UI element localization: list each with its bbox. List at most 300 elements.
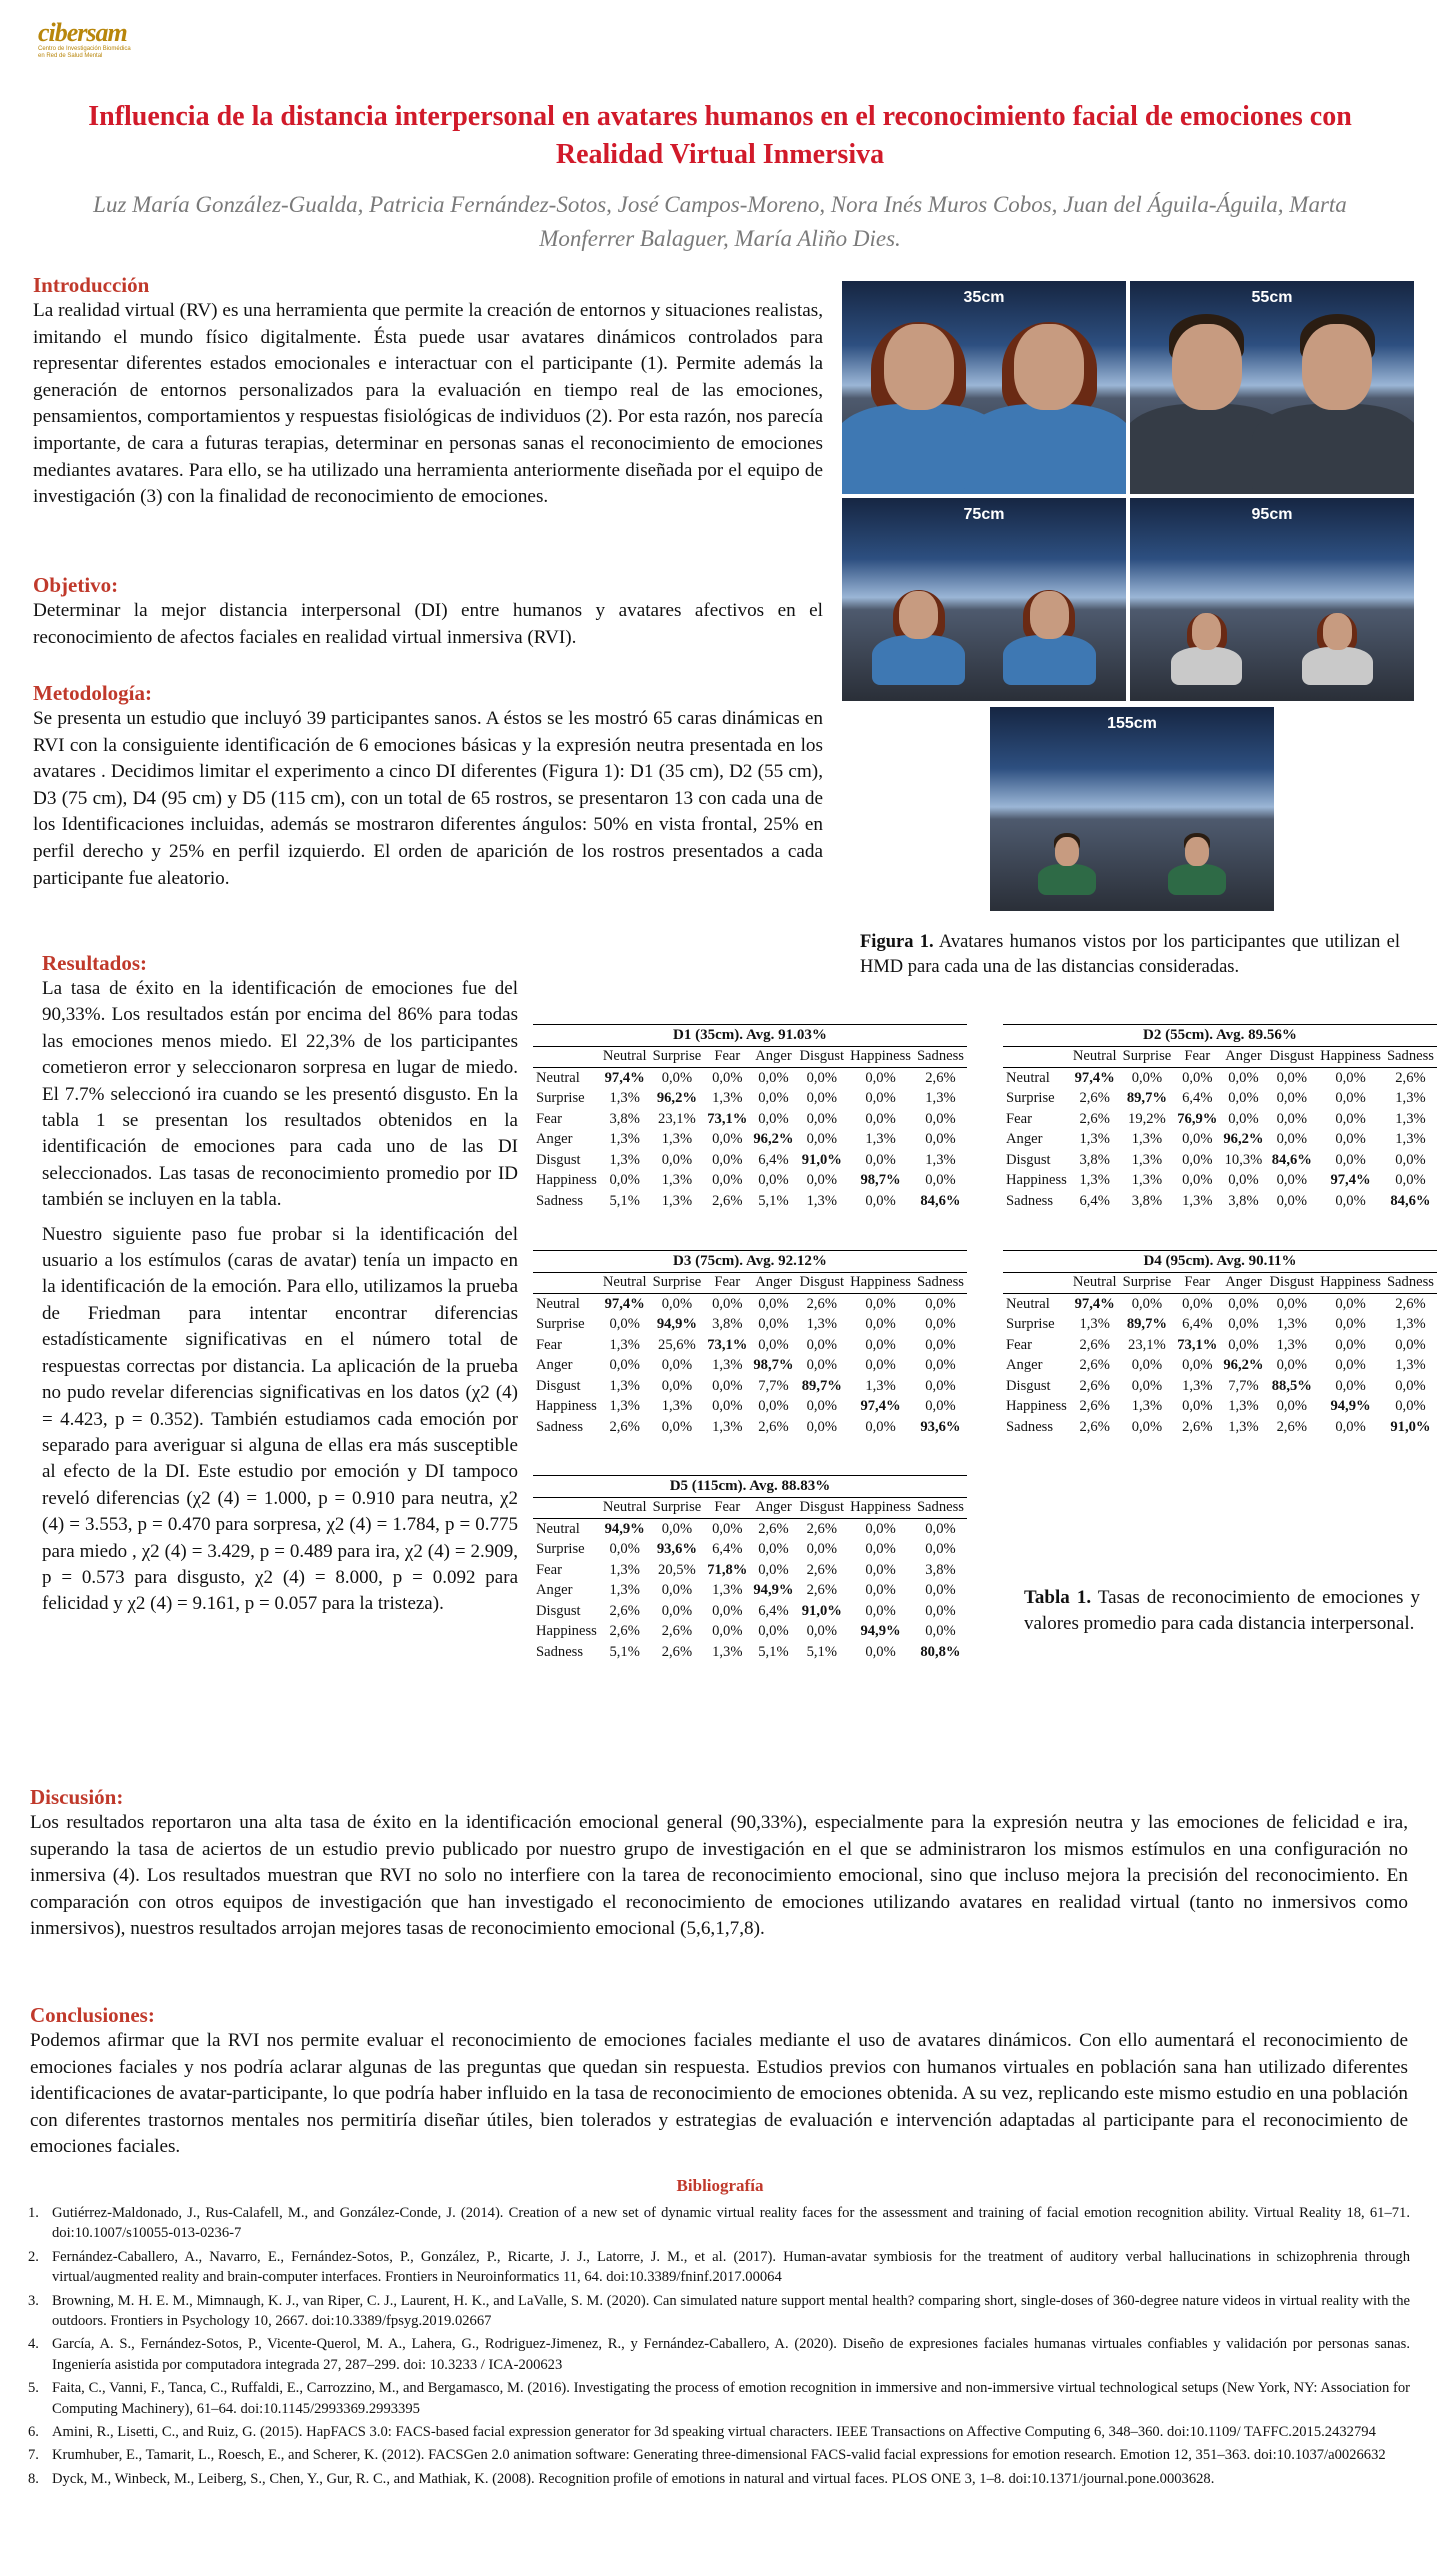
table-d1 (533, 1024, 967, 1212)
table-cell: 6,4% (758, 1151, 789, 1168)
table-cell: 1,3% (1131, 1151, 1163, 1168)
table-cell-correct: 94,9% (604, 1520, 645, 1537)
table-cell: 5,1% (758, 1192, 789, 1209)
table-cell-correct: 84,6% (920, 1192, 961, 1209)
table-caption-text: Tasas de reconocimiento de emociones y valores promedio para cada distancia interpersonal. (1024, 1587, 1420, 1634)
poster-title: Influencia de la distancia interpersonal en avatares humanos en el reconocimiento facial de emociones con Realidad Virtual Inmersiva (88, 101, 1352, 170)
table-cell: 0,0% (758, 1398, 789, 1415)
reference-item (28, 2291, 1410, 2332)
table-cell: 0,0% (1395, 1377, 1426, 1394)
cibersam-logo (38, 20, 133, 72)
reference-text: García, A. S., Fernández-Sotos, P., Vicente-Querol, M. A., Lahera, G., Rodriguez-Jimenez, R., y Fernández-Caballero, A. (2020). Diseño de expresiones faciales humanas virtuales confiables y validación por personas sanas. Ingeniería asistida por computadora integrada 27, 287–299. doi: 10.3233 / ICA-200623 (52, 2336, 1410, 2373)
table-cell-correct: 73,1% (1177, 1336, 1218, 1353)
table-cell: 2,6% (609, 1418, 640, 1435)
table-cell: 0,0% (1182, 1069, 1213, 1086)
table-cell: 2,6% (758, 1520, 789, 1537)
table-row-label: Surprise (536, 1316, 585, 1333)
table-cell: 6,4% (758, 1602, 789, 1619)
table-cell: 0,0% (865, 1151, 896, 1168)
table-cell: 0,0% (712, 1520, 743, 1537)
table-cell: 0,0% (925, 1377, 956, 1394)
table-row (533, 1417, 967, 1438)
results-table (533, 1250, 967, 1438)
table-column-header: Disgust (1267, 1272, 1318, 1294)
table-cell: 0,0% (609, 1357, 640, 1374)
table-column-header: Neutral (600, 1497, 650, 1519)
table-block-title: D3 (75cm). Avg. 92.12% (533, 1251, 967, 1273)
table-cell: 0,0% (925, 1131, 956, 1148)
table-cell: 0,0% (925, 1316, 956, 1333)
table-cell: 0,0% (1228, 1316, 1259, 1333)
table-cell-correct: 89,7% (801, 1377, 842, 1394)
table-corner-cell (533, 1046, 600, 1068)
table-row-label: Disgust (536, 1377, 581, 1394)
table-row-label: Surprise (1006, 1316, 1055, 1333)
table-cell: 1,3% (661, 1172, 693, 1189)
table-cell: 0,0% (865, 1192, 896, 1209)
table-caption-label: Tabla 1. (1024, 1587, 1092, 1608)
table-row (1003, 1335, 1437, 1356)
avatar-figure (964, 322, 1126, 494)
table-cell: 0,0% (1335, 1151, 1366, 1168)
table-row-label: Disgust (1006, 1151, 1051, 1168)
table-cell: 1,3% (609, 1582, 640, 1599)
table-cell-correct: 98,7% (860, 1172, 901, 1189)
table-cell: 1,3% (806, 1316, 838, 1333)
table-cell: 0,0% (1335, 1316, 1366, 1333)
table-cell: 1,3% (1395, 1357, 1426, 1374)
table-cell: 0,0% (1395, 1172, 1426, 1189)
table-cell: 2,6% (1395, 1295, 1426, 1312)
reference-item (28, 2469, 1410, 2489)
table-cell: 2,6% (661, 1643, 693, 1660)
table-cell: 1,3% (1395, 1131, 1426, 1148)
figure-caption-label: Figura 1. (860, 932, 934, 952)
table-row (1003, 1315, 1437, 1336)
table-column-header: Surprise (650, 1497, 705, 1519)
table-cell-correct: 73,1% (707, 1336, 748, 1353)
conclusions-text: Podemos afirmar que la RVI nos permite evaluar el reconocimiento de emociones faciales mediante el uso de avatares dinámicos. Con ello aumentará el reconocimiento de emociones faciales y nos podría aclarar algunas de las preguntas que quedan sin respuesta. Estudios previos con humanos virtuales en población sana han utilizado diferentes identificaciones de avatar-participante, lo que podría haber influido en la tasa de reconocimiento de emociones obtenida. A su vez, replicando este mismo estudio en una población con diferentes trastornos mentales nos permitiría diseñar útiles, bien tolerados y estrategias de evaluación e intervención adaptadas al participante para el reconocimiento de emociones faciales. (30, 2030, 1408, 2158)
table-row-label: Happiness (1006, 1172, 1067, 1189)
logo-subtitle: Centro de Investigación Biomédica en Red de Salud Mental (38, 46, 131, 59)
table-cell: 1,3% (712, 1090, 743, 1107)
table-cell: 0,0% (609, 1316, 640, 1333)
table-cell: 0,0% (865, 1520, 896, 1537)
reference-text: Amini, R., Lisetti, C., and Ruiz, G. (2015). HapFACS 3.0: FACS-based facial expression generator for 3d speaking virtual characters. IEEE Transactions on Affective Computing 6, 348–360. doi:10.1109/ TAFFC.2015.2432794 (52, 2424, 1376, 2441)
table-cell: 0,0% (712, 1602, 743, 1619)
table-cell: 0,0% (661, 1520, 693, 1537)
avatar-figure (1038, 836, 1096, 894)
table-cell: 2,6% (1079, 1357, 1110, 1374)
table-cell: 0,0% (806, 1090, 838, 1107)
table-block-title: D4 (95cm). Avg. 90.11% (1003, 1251, 1437, 1273)
table-cell: 6,4% (712, 1541, 743, 1558)
table-cell: 0,0% (758, 1316, 789, 1333)
table-corner-cell (1003, 1272, 1070, 1294)
results-heading: Resultados: (42, 951, 148, 975)
table-cell: 0,0% (1131, 1418, 1163, 1435)
table-row-label: Disgust (1006, 1377, 1051, 1394)
results-table (533, 1024, 967, 1212)
table-cell: 0,0% (1276, 1069, 1308, 1086)
table-cell: 1,3% (609, 1561, 640, 1578)
discussion-text: Los resultados reportaron una alta tasa de éxito en la identificación emocional general (90,33%), especialmente para la expresión neutra y las emociones de felicidad e ira, superando la tasa de aciertos de un estudio previo publicado por nuestro grupo de investigación en el que se administraron los mismos estímulos en una configuración no inmersiva (4). Los resultados muestran que RVI no solo no interfiere con la tarea de reconocimiento emocional, sino que incluso mejora la precisión del reconocimiento. En comparación con otros equipos de investigación que han investigado el reconocimiento de emociones utilizando avatares en realidad virtual (tanto no inmersivos como inmersivos), nuestros resultados arrojan mejores tasas de reconocimiento emocional (5,6,1,7,8). (30, 1812, 1408, 1940)
table-cell: 0,0% (806, 1541, 838, 1558)
table-row (533, 1089, 967, 1110)
table-row-label: Fear (536, 1561, 562, 1578)
table-cell: 0,0% (1182, 1151, 1213, 1168)
table-row-label: Happiness (1006, 1398, 1067, 1415)
table-column-header: Sadness (1384, 1272, 1437, 1294)
table-cell: 0,0% (865, 1541, 896, 1558)
table-cell: 0,0% (1335, 1336, 1366, 1353)
avatar-panel-75cm (842, 498, 1126, 701)
objective-text: Determinar la mejor distancia interpersonal (DI) entre humanos y avatares afectivos en el reconocimiento de afectos faciales en realidad virtual inmersiva (RVI). (33, 600, 823, 648)
table-column-header: Happiness (847, 1497, 914, 1519)
table-cell: 1,3% (609, 1090, 640, 1107)
table-cell: 1,3% (1079, 1316, 1110, 1333)
table-row (533, 1581, 967, 1602)
table-row (1003, 1376, 1437, 1397)
table-row (533, 1356, 967, 1377)
table-cell: 0,0% (609, 1172, 640, 1189)
table-column-header: Sadness (1384, 1046, 1437, 1068)
table-cell: 0,0% (925, 1172, 956, 1189)
results-table (533, 1475, 967, 1663)
table-cell: 0,0% (1228, 1110, 1259, 1127)
table-row-label: Sadness (1006, 1192, 1054, 1209)
table-cell: 0,0% (661, 1295, 693, 1312)
table-cell: 1,3% (1131, 1131, 1163, 1148)
table-cell: 0,0% (806, 1357, 838, 1374)
table-column-header: Neutral (600, 1046, 650, 1068)
avatar-figure (1168, 836, 1226, 894)
table-cell: 0,0% (865, 1316, 896, 1333)
table-cell: 1,3% (1228, 1418, 1259, 1435)
table-cell: 0,0% (758, 1172, 789, 1189)
figure-1-avatars (842, 281, 1414, 911)
table-cell-correct: 96,2% (1223, 1131, 1264, 1148)
table-cell: 1,3% (712, 1418, 743, 1435)
table-cell-correct: 98,7% (753, 1357, 794, 1374)
table-cell: 0,0% (712, 1295, 743, 1312)
table-column-header: Fear (704, 1272, 750, 1294)
table-cell: 2,6% (1079, 1336, 1110, 1353)
table-row-label: Sadness (536, 1418, 584, 1435)
table-cell: 0,0% (1276, 1110, 1308, 1127)
table-column-header: Fear (704, 1497, 750, 1519)
table-column-header: Surprise (1120, 1046, 1175, 1068)
table-row (533, 1191, 967, 1212)
table-cell: 0,0% (1131, 1295, 1163, 1312)
table-row (533, 1150, 967, 1171)
table-cell-correct: 93,6% (920, 1418, 961, 1435)
table-row (1003, 1356, 1437, 1377)
table-row (1003, 1068, 1437, 1089)
table-cell: 1,3% (712, 1357, 743, 1374)
table-cell: 0,0% (1276, 1295, 1308, 1312)
table-cell: 0,0% (758, 1336, 789, 1353)
table-row (533, 1109, 967, 1130)
table-cell: 0,0% (712, 1131, 743, 1148)
table-row-label: Neutral (536, 1295, 580, 1312)
table-cell: 1,3% (712, 1643, 743, 1660)
results-paragraph-2: Nuestro siguiente paso fue probar si la identificación del usuario a los estímulos (caras de avatar) tenía un impacto en la identificación de la emoción. Para ello, utilizamos la prueba de Friedman para intentar encontrar diferencias estadísticamente significativas en el número total de respuestas correctas por distancia. La aplicación de la prueba no pudo revelar diferencias significativas en los datos (χ2 (4) = 4.423, p = 0.352). También estudiamos cada emoción por separado para averiguar si alguna de ellas era más susceptible al efecto de la DI. Este estudio por emoción y DI tampoco reveló diferencias (χ2 (4) = 1.000, p = 0.910 para neutra, χ2 (4) = 3.553, p = 0.470 para sorpresa, χ2 (4) = 1.784, p = 0.775 para miedo , χ2 (4) = 3.429, p = 0.489 para ira, χ2 (4) = 2.909, p = 0.573 para disgusto, χ2 (4) = 8.000, p = 0.092 para felicidad y χ2 (4) = 9.161, p = 0.057 para la tristeza). (42, 1223, 518, 1615)
table-cell-correct: 97,4% (1074, 1069, 1115, 1086)
table-cell: 5,1% (806, 1643, 838, 1660)
table-cell: 2,6% (925, 1069, 956, 1086)
table-row (533, 1171, 967, 1192)
table-cell: 2,6% (1182, 1418, 1213, 1435)
table-row (533, 1376, 967, 1397)
table-cell: 0,0% (865, 1357, 896, 1374)
table-column-header: Anger (1220, 1272, 1266, 1294)
panel-distance-label: 95cm (1251, 506, 1293, 523)
table-cell: 2,6% (806, 1582, 838, 1599)
results-table (1003, 1024, 1437, 1212)
table-cell: 0,0% (865, 1602, 896, 1619)
table-cell: 0,0% (1335, 1110, 1366, 1127)
objective-section (33, 572, 823, 651)
table-column-header: Sadness (914, 1497, 967, 1519)
table-cell: 1,3% (925, 1151, 956, 1168)
table-column-header: Anger (750, 1272, 796, 1294)
table-cell: 0,0% (865, 1582, 896, 1599)
table-cell: 3,8% (1079, 1151, 1110, 1168)
table-column-header: Disgust (797, 1497, 848, 1519)
table-cell-correct: 94,9% (753, 1582, 794, 1599)
table-column-header: Happiness (1317, 1272, 1384, 1294)
table-cell: 6,4% (1182, 1316, 1213, 1333)
table-cell: 2,6% (806, 1520, 838, 1537)
table-row (533, 1560, 967, 1581)
table-cell: 2,6% (758, 1418, 789, 1435)
table-row-label: Fear (1006, 1336, 1032, 1353)
table-cell: 1,3% (1395, 1110, 1426, 1127)
table-cell: 0,0% (1228, 1069, 1259, 1086)
table-cell-correct: 94,9% (656, 1316, 697, 1333)
avatar-figure (872, 590, 966, 684)
table-cell: 1,3% (1276, 1316, 1308, 1333)
table-cell: 1,3% (712, 1582, 743, 1599)
table-column-header: Happiness (847, 1046, 914, 1068)
table-row-label: Fear (536, 1110, 562, 1127)
table-cell: 0,0% (1228, 1295, 1259, 1312)
table-column-header: Surprise (1120, 1272, 1175, 1294)
table-cell: 2,6% (1079, 1418, 1110, 1435)
table-cell: 0,0% (758, 1090, 789, 1107)
reference-text: Krumhuber, E., Tamarit, L., Roesch, E., and Scherer, K. (2012). FACSGen 2.0 animation software: Generating three-dimensional FACS-valid facial expressions for emotion research. Emotion 12, 351–363. doi:10.1037/a0026632 (52, 2447, 1386, 2464)
table-cell: 0,0% (806, 1623, 838, 1640)
table-cell: 0,0% (661, 1151, 693, 1168)
table-row-label: Sadness (536, 1192, 584, 1209)
table-cell: 1,3% (609, 1131, 640, 1148)
author-list: Luz María González-Gualda, Patricia Fernández-Sotos, José Campos-Moreno, Nora Inés Muros Cobos, Juan del Águila-Águila, Marta Monferrer Balaguer, María Aliño Dies. (93, 192, 1347, 251)
table-cell: 0,0% (1335, 1377, 1366, 1394)
table-corner-cell (533, 1272, 600, 1294)
reference-number: 8. (28, 2470, 39, 2487)
table-cell: 0,0% (806, 1069, 838, 1086)
table-cell: 0,0% (1182, 1172, 1213, 1189)
table-cell: 1,3% (1131, 1398, 1163, 1415)
table-row-label: Fear (536, 1336, 562, 1353)
table-cell: 3,8% (925, 1561, 956, 1578)
table-block-title: D2 (55cm). Avg. 89.56% (1003, 1025, 1437, 1047)
results-table (1003, 1250, 1437, 1438)
table-cell: 0,0% (806, 1131, 838, 1148)
table-cell-correct: 97,4% (1074, 1295, 1115, 1312)
introduction-heading: Introducción (33, 273, 150, 297)
table-row (533, 1642, 967, 1663)
results-section (42, 950, 518, 1618)
panel-distance-label: 75cm (963, 506, 1005, 523)
table-column-header: Anger (750, 1497, 796, 1519)
table-cell-correct: 80,8% (920, 1643, 961, 1660)
table-cell: 0,0% (661, 1069, 693, 1086)
table-cell: 0,0% (1276, 1090, 1308, 1107)
table-cell: 0,0% (865, 1069, 896, 1086)
table-corner-cell (533, 1497, 600, 1519)
table-row-label: Disgust (536, 1602, 581, 1619)
table-cell: 3,8% (609, 1110, 640, 1127)
table-column-header: Neutral (600, 1272, 650, 1294)
table-cell: 0,0% (1276, 1192, 1308, 1209)
table-cell: 0,0% (1228, 1336, 1259, 1353)
avatar-figure (1003, 590, 1097, 684)
reference-list (28, 2203, 1410, 2492)
table-cell: 0,0% (865, 1110, 896, 1127)
table-cell: 1,3% (609, 1377, 640, 1394)
table-cell: 0,0% (1335, 1418, 1366, 1435)
table-cell: 5,1% (609, 1192, 640, 1209)
table-cell: 0,0% (712, 1069, 743, 1086)
table-cell: 6,4% (1182, 1090, 1213, 1107)
table-cell: 2,6% (712, 1192, 743, 1209)
table-d4 (1003, 1250, 1437, 1438)
table-cell: 2,6% (1079, 1090, 1110, 1107)
table-cell: 0,0% (661, 1582, 693, 1599)
table-cell-correct: 73,1% (707, 1110, 748, 1127)
table-cell: 0,0% (1182, 1295, 1213, 1312)
table-cell: 1,3% (661, 1398, 693, 1415)
avatar-panel-55cm (1130, 281, 1414, 494)
table-row (1003, 1089, 1437, 1110)
table-cell-correct: 89,7% (1126, 1316, 1167, 1333)
introduction-text: La realidad virtual (RV) es una herramienta que permite la creación de entornos y situaciones realistas, imitando el mundo físico digitalmente. Ésta puede usar avatares dinámicos controlados para representar diferentes estados emocionales e interactuar con el participante (1). Permite además la generación de entornos personalizados para la evaluación en tiempo real de las emociones, pensamientos, comportamientos y respuestas fisiológicas de individuos (2). Por esta razón, nos parecía importante, de cara a futuras terapias, determinar en personas sanas el reconocimiento de emociones mediantes avatares. Para ello, se ha utilizado una herramienta anteriormente diseñada por el equipo de investigación (3) con la finalidad de reconocimiento de emociones. (33, 300, 823, 508)
table-cell: 0,0% (925, 1582, 956, 1599)
table-row (1003, 1130, 1437, 1151)
table-cell: 0,0% (1395, 1151, 1426, 1168)
table-cell: 0,0% (865, 1643, 896, 1660)
table-cell-correct: 71,8% (707, 1561, 748, 1578)
table-cell: 0,0% (925, 1602, 956, 1619)
table-cell: 0,0% (1182, 1131, 1213, 1148)
table-cell: 7,7% (758, 1377, 789, 1394)
avatar-figure (1171, 613, 1242, 685)
table-d3 (533, 1250, 967, 1438)
table-cell: 1,3% (1182, 1377, 1213, 1394)
table-cell: 0,0% (712, 1151, 743, 1168)
table-cell: 0,0% (1131, 1357, 1163, 1374)
table-cell: 1,3% (1131, 1172, 1163, 1189)
table-row (533, 1335, 967, 1356)
table-cell: 0,0% (925, 1520, 956, 1537)
methods-text: Se presenta un estudio que incluyó 39 participantes sanos. A éstos se les mostró 65 caras dinámicas en RVI con la consiguiente identificación de 6 emociones básicas y la expresión neutra presentada en los avatares . Decidimos limitar el experimento a cinco DI diferentes (Figura 1): D1 (35 cm), D2 (55 cm), D3 (75 cm), D4 (95 cm) y D5 (115 cm), con un total de 65 rostros, se presentaron 13 con cada una de los Identificaciones incluidas, además se mostraron diferentes ángulos: 50% en vista frontal, 25% en perfil derecho y 25% en perfil izquierdo. El orden de aparición de los rostros presentados a cada participante fue aleatorio. (33, 708, 823, 889)
table-column-header: Happiness (847, 1272, 914, 1294)
table-cell: 23,1% (658, 1110, 696, 1127)
table-row-label: Fear (1006, 1110, 1032, 1127)
table-cell-correct: 88,5% (1271, 1377, 1312, 1394)
reference-text: Browning, M. H. E. M., Mimnaugh, K. J., van Riper, C. J., Laurent, H. K., and LaValle, S. M. (2020). Can simulated nature support mental health? comparing short, single-doses of 360-degree nature videos in virtual reality with the outdoors. Frontiers in Psychology 10, 2667. doi:10.3389/fpsyg.2019.02667 (52, 2292, 1410, 2330)
table-cell: 0,0% (661, 1602, 693, 1619)
reference-text: Fernández-Caballero, A., Navarro, E., Fernández-Sotos, P., González, P., Ricarte, J. J., Latorre, J. M., et al. (2017). Human-avatar symbiosis for the treatment of auditory verbal hallucinations in schizophrenia through virtual/augmented reality and brain-computer interfaces. Frontiers in Neuroinformatics 11, 64. doi:10.3389/fninf.2017.00064 (52, 2248, 1410, 2286)
table-row-label: Sadness (536, 1643, 584, 1660)
table-cell: 0,0% (1335, 1192, 1366, 1209)
table-cell: 5,1% (609, 1643, 640, 1660)
table-cell-correct: 97,4% (604, 1069, 645, 1086)
table-cell: 0,0% (1228, 1090, 1259, 1107)
table-cell: 0,0% (865, 1336, 896, 1353)
table-cell: 1,3% (1276, 1336, 1308, 1353)
table-row-label: Happiness (536, 1172, 597, 1189)
table-cell: 2,6% (1079, 1377, 1110, 1394)
reference-item (28, 2203, 1410, 2244)
table-block-title: D1 (35cm). Avg. 91.03% (533, 1025, 967, 1047)
table-d5 (533, 1475, 967, 1663)
table-row (533, 1315, 967, 1336)
table-cell-correct: 91,0% (801, 1151, 842, 1168)
reference-number: 7. (28, 2447, 39, 2464)
table-cell: 0,0% (661, 1377, 693, 1394)
table-cell-correct: 89,7% (1126, 1090, 1167, 1107)
table-cell: 3,8% (1228, 1192, 1259, 1209)
table-cell: 0,0% (925, 1357, 956, 1374)
table-row-label: Neutral (536, 1520, 580, 1537)
table-row-label: Happiness (536, 1398, 597, 1415)
table-column-header: Sadness (914, 1046, 967, 1068)
table-cell: 5,1% (758, 1643, 789, 1660)
table-cell: 19,2% (1128, 1110, 1166, 1127)
table-column-header: Anger (750, 1046, 796, 1068)
avatar-panel-155cm (990, 707, 1274, 911)
table-row (533, 1601, 967, 1622)
reference-item (28, 2422, 1410, 2442)
reference-text: Faita, C., Vanni, F., Tanca, C., Ruffaldi, E., Carrozzino, M., and Bergamasco, M. (2016). Investigating the process of emotion recognition in immersive and non-immersive virtual technological setups (New York, NY: Association for Computing Machinery), 61–64. doi:10.1145/2993369.2993395 (52, 2380, 1410, 2417)
table-cell: 0,0% (1335, 1357, 1366, 1374)
table-cell: 2,6% (806, 1561, 838, 1578)
table-cell: 1,3% (1182, 1192, 1213, 1209)
table-cell: 0,0% (1276, 1131, 1308, 1148)
methods-section (33, 680, 823, 892)
table-row (533, 1540, 967, 1561)
conclusions-section (30, 2002, 1408, 2161)
table-cell: 0,0% (1395, 1398, 1426, 1415)
table-cell: 0,0% (1395, 1336, 1426, 1353)
table-cell: 1,3% (1079, 1131, 1110, 1148)
table-cell: 2,6% (1079, 1110, 1110, 1127)
table-cell: 0,0% (1228, 1172, 1259, 1189)
figure-1-caption (860, 930, 1400, 980)
table-cell: 1,3% (609, 1336, 640, 1353)
table-cell: 6,4% (1079, 1192, 1110, 1209)
reference-item (28, 2445, 1410, 2465)
table-row (533, 1294, 967, 1315)
table-cell: 0,0% (1335, 1090, 1366, 1107)
table-cell: 0,0% (1335, 1131, 1366, 1148)
table-cell-correct: 94,9% (860, 1623, 901, 1640)
table-cell: 3,8% (1131, 1192, 1163, 1209)
table-row-label: Anger (1006, 1357, 1043, 1374)
